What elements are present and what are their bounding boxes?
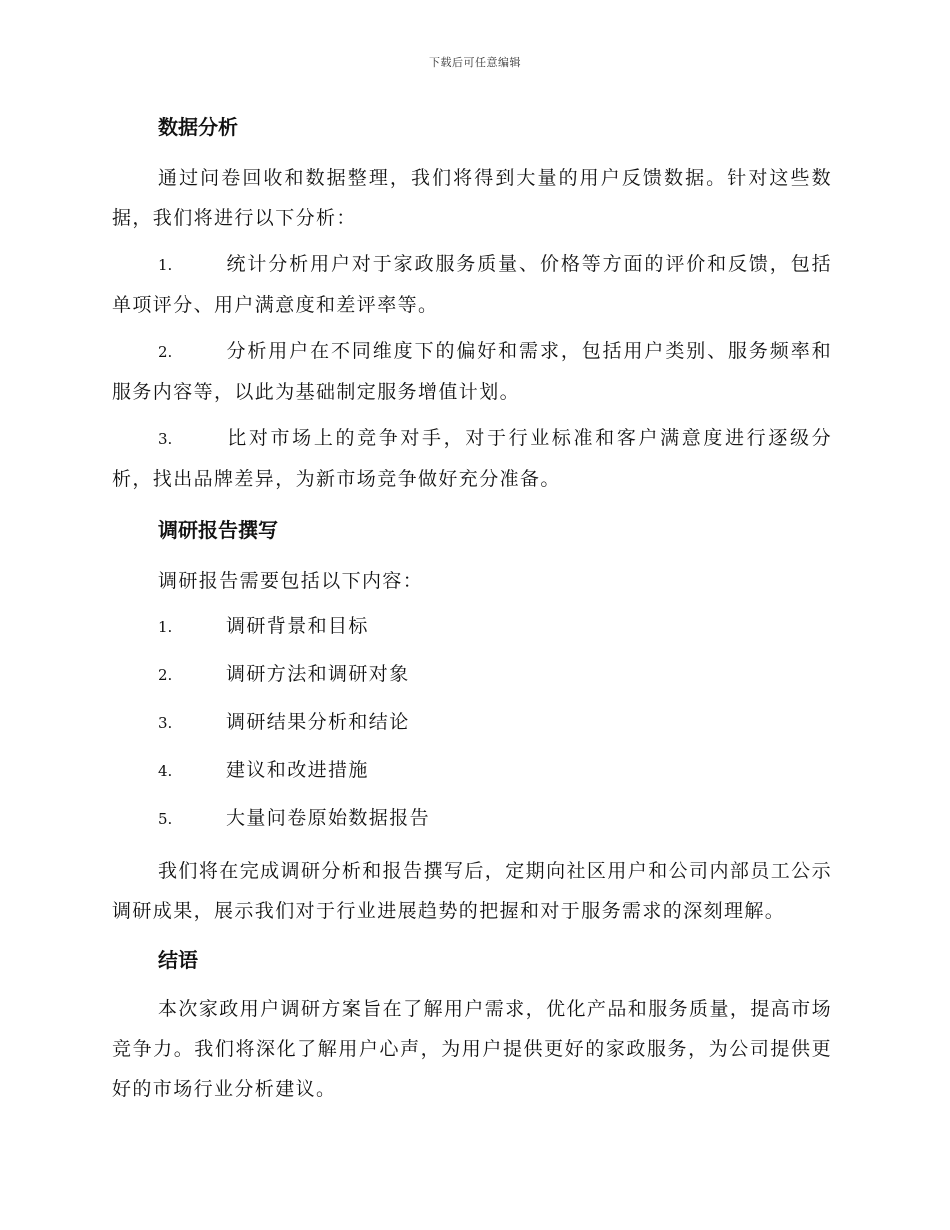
analysis-list-item [112,244,832,325]
report-closing-paragraph: 我们将在完成调研分析和报告撰写后，定期向社区用户和公司内部员工公示调研成果，展示我们对于行业进展趋势的把握和对于服务需求的深刻理解。 [112,860,832,922]
report-list-item [112,795,832,843]
section-heading-report: 调研报告撰写 [158,518,278,542]
list-number: 4. [158,762,173,780]
analysis-list-item [112,331,832,412]
list-text: 调研方法和调研对象 [226,663,410,685]
list-number: 2. [158,343,173,361]
list-number: 2. [158,666,173,684]
analysis-intro-paragraph: 通过问卷回收和数据整理，我们将得到大量的用户反馈数据。针对这些数据，我们将进行以下分析： [112,167,832,229]
list-text: 比对市场上的竞争对手，对于行业标准和客户满意度进行逐级分析，找出品牌差异，为新市场竞争做好充分准备。 [112,427,832,490]
list-text: 统计分析用户对于家政服务质量、价格等方面的评价和反馈，包括单项评分、用户满意度和差评率等。 [112,253,832,316]
list-number: 3. [158,430,173,448]
list-text: 调研背景和目标 [226,615,369,637]
report-list-item [112,603,832,651]
conclusion-paragraph: 本次家政用户调研方案旨在了解用户需求，优化产品和服务质量，提高市场竞争力。我们将深化了解用户心声，为用户提供更好的家政服务，为公司提供更好的市场行业分析建议。 [112,998,832,1100]
list-number: 5. [158,810,173,828]
document-body [112,110,832,1109]
report-intro-paragraph: 调研报告需要包括以下内容： [158,570,424,592]
list-text: 分析用户在不同维度下的偏好和需求，包括用户类别、服务频率和服务内容等，以此为基础制定服务增值计划。 [112,340,832,403]
section-heading-analysis: 数据分析 [158,115,238,139]
report-list-item [112,651,832,699]
list-text: 大量问卷原始数据报告 [226,807,431,829]
list-text: 建议和改进措施 [226,759,369,781]
header-note: 下载后可任意编辑 [429,56,521,69]
list-number: 1. [158,256,173,274]
list-text: 调研结果分析和结论 [226,711,410,733]
list-number: 1. [158,618,173,636]
section-heading-conclusion: 结语 [158,948,198,972]
report-list-item [112,699,832,747]
analysis-list-item [112,418,832,499]
list-number: 3. [158,714,173,732]
report-list-item [112,747,832,795]
